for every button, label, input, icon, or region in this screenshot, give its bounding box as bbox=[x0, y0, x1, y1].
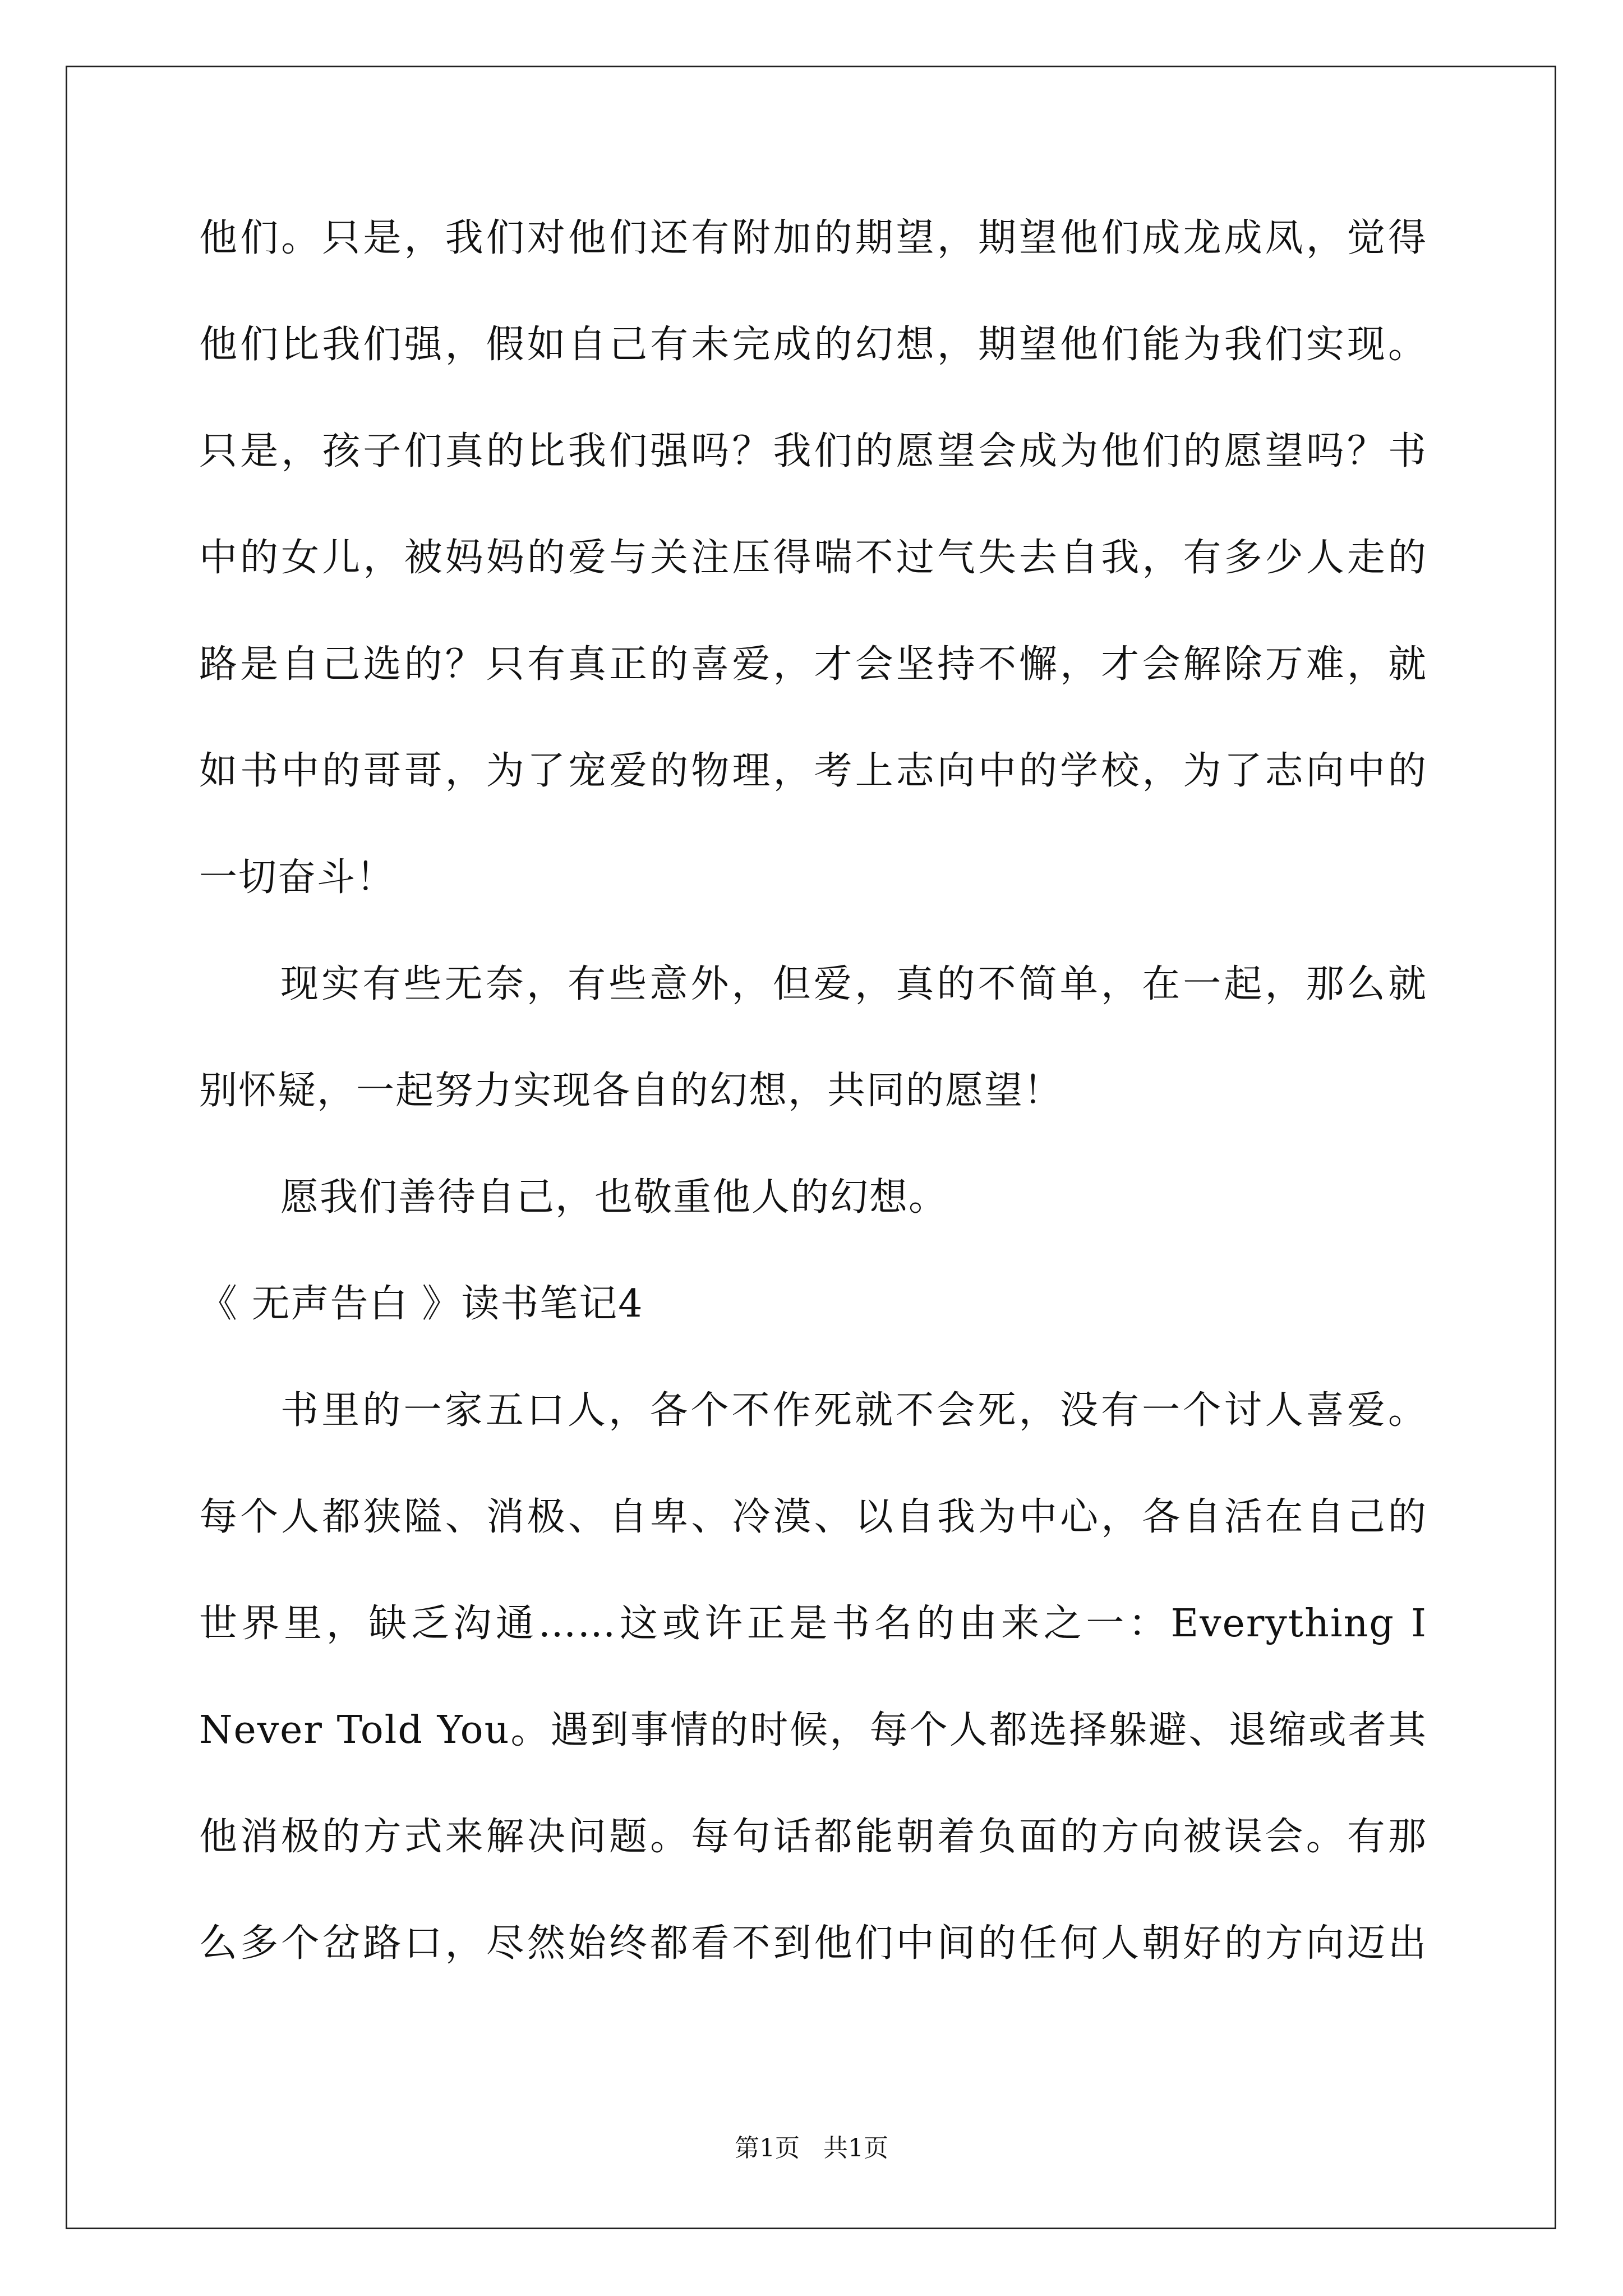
page-number-footer: 第1页 共1页 bbox=[735, 2134, 888, 2162]
paragraph-first-line: 愿我们善待自己，也敬重他人的幻想。 bbox=[280, 1175, 948, 1220]
text-line: 他们比我们强，假如自己有未完成的幻想，期望他们能为我们实现。 bbox=[199, 323, 1427, 367]
text-line: 别怀疑，一起努力实现各自的幻想，共同的愿望！ bbox=[199, 1069, 1063, 1113]
page-border bbox=[66, 66, 1556, 2229]
text-line: 么多个岔路口，尽然始终都看不到他们中间的任何人朝好的方向迈出 bbox=[199, 1921, 1427, 1966]
text-line: 一切奋斗！ bbox=[199, 855, 396, 900]
text-line: 中的女儿，被妈妈的爱与关注压得喘不过气失去自我，有多少人走的 bbox=[199, 536, 1427, 580]
text-line: 他们。只是，我们对他们还有附加的期望，期望他们成龙成凤，觉得 bbox=[199, 216, 1427, 260]
text-line: 每个人都狭隘、消极、自卑、冷漠、以自我为中心，各自活在自己的 bbox=[199, 1495, 1427, 1539]
text-line: 路是自己选的？只有真正的喜爱，才会坚持不懈，才会解除万难，就 bbox=[199, 642, 1427, 687]
text-line: 他消极的方式来解决问题。每句话都能朝着负面的方向被误会。有那 bbox=[199, 1815, 1427, 1859]
paragraph-first-line: 现实有些无奈，有些意外，但爱，真的不简单，在一起，那么就 bbox=[280, 962, 1427, 1006]
text-line: 如书中的哥哥，为了宠爱的物理，考上志向中的学校，为了志向中的 bbox=[199, 749, 1427, 793]
text-line: 只是，孩子们真的比我们强吗？我们的愿望会成为他们的愿望吗？书 bbox=[199, 429, 1427, 473]
text-line: 世界里，缺乏沟通……这或许正是书名的由来之一：Everything I bbox=[199, 1602, 1427, 1646]
paragraph-first-line: 书里的一家五口人，各个不作死就不会死，没有一个讨人喜爱。 bbox=[280, 1388, 1427, 1433]
text-line: Never Told You。遇到事情的时候，每个人都选择躲避、退缩或者其 bbox=[199, 1708, 1427, 1752]
section-heading: 《 无声告白 》读书笔记4 bbox=[199, 1282, 644, 1326]
